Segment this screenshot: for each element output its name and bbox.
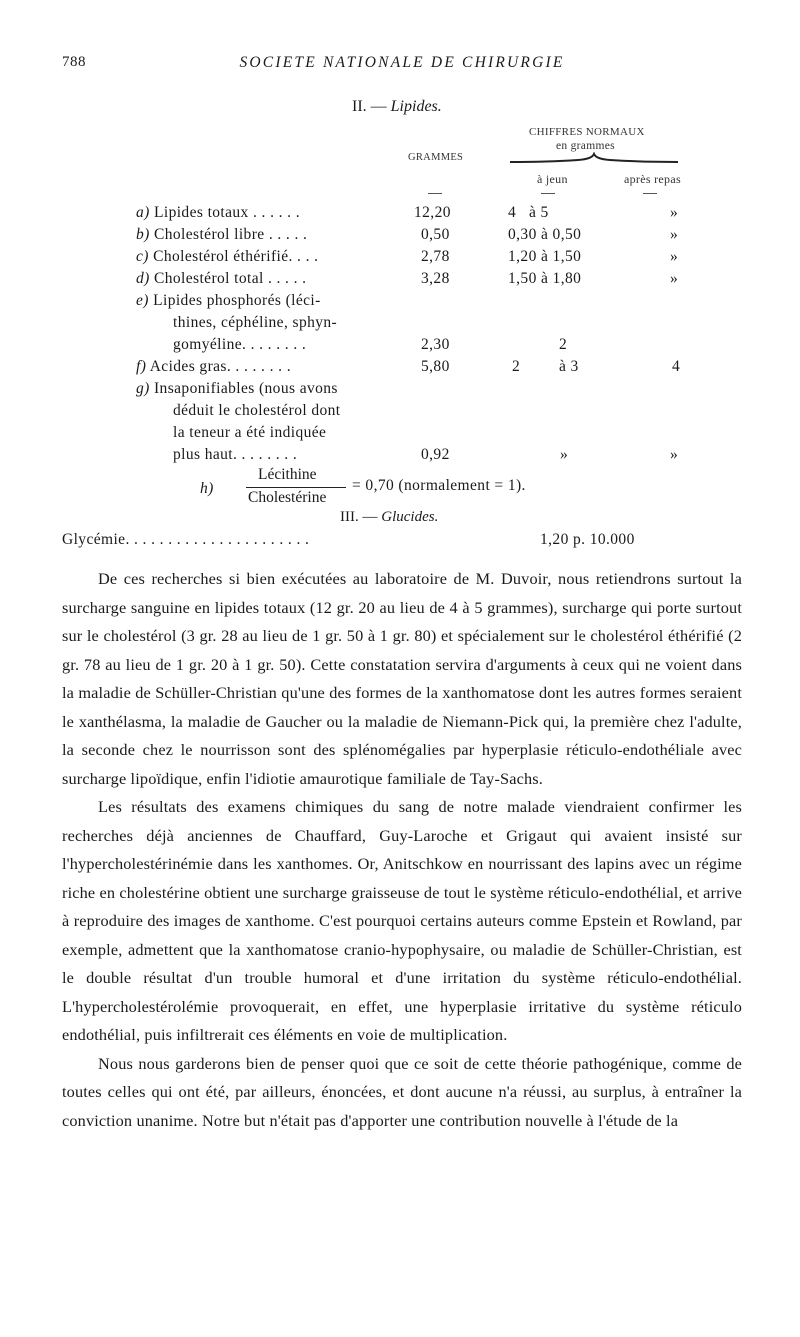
- row-letter: g): [136, 380, 150, 397]
- row-b-repas: »: [670, 226, 679, 243]
- row-label: Cholestérol libre . . . . .: [154, 226, 308, 243]
- paragraph: De ces recherches si bien exécutées au laboratoire de M. Duvoir, nous retiendrons surtout la surcharge sanguine en lipides totaux (12 gr. 20 au lieu de 4 à 5 grammes), surcharge qui porte surtout sur le cholestérol (3 gr. 28 au lieu de 1 gr. 50 à 1 gr. 80) et spécialement sur le cholestérol éthérifié (2 gr. 78 au lieu de 1 gr. 20 à 1 gr. 50). Cette constatation servira d'arguments à ceux qui ne voient dans la maladie de Schüller-Christian qu'une des formes de la xanthomatose dont les autres formes seraient le xanthélasma, la maladie de Gaucher ou la maladie de Niemann-Pick qui, la première chez l'adulte, la seconde chez le nourrisson sont des splénomégalies par hyperplasie réticulo-endothéliale avec surcharge lipoïdique, enfin l'idiotie amaurotique familiale de Tay-Sachs.: [62, 569, 742, 788]
- row-g-repas: »: [670, 446, 679, 463]
- col-header-grammes: GRAMMES: [408, 152, 464, 163]
- col-dash: [428, 193, 442, 194]
- section-glucides-title: [340, 509, 438, 526]
- row-a: [136, 204, 300, 222]
- row-f-jeun-low: 2: [512, 358, 521, 375]
- section-lipides-title: [352, 98, 442, 116]
- row-c-grammes: 2,78: [421, 248, 450, 265]
- row-d-grammes: 3,28: [421, 270, 450, 287]
- row-b: [136, 226, 307, 244]
- col-header-normaux-unit: en grammes: [556, 140, 615, 152]
- row-label: Lipides totaux . . . . . .: [154, 204, 301, 221]
- row-g-grammes: 0,92: [421, 446, 450, 463]
- row-g-line3: la teneur a été indiquée: [173, 424, 327, 441]
- row-g-jeun: »: [560, 446, 569, 463]
- row-letter: d): [136, 270, 150, 287]
- row-label: Lipides phosphorés (léci-: [153, 292, 321, 309]
- row-letter: b): [136, 226, 150, 243]
- journal-title: SOCIETE NATIONALE DE CHIRURGIE: [239, 54, 565, 71]
- body-text: [62, 565, 742, 1135]
- row-e-grammes: 2,30: [421, 336, 450, 353]
- row-f-grammes: 5,80: [421, 358, 450, 375]
- row-letter: c): [136, 248, 149, 265]
- glycemie-label: Glycémie. . . . . . . . . . . . . . . . . . . . . .: [62, 531, 310, 548]
- row-a-repas: »: [670, 204, 679, 221]
- row-d-repas: »: [670, 270, 679, 287]
- row-f: [136, 358, 291, 376]
- col-dash: [643, 193, 657, 194]
- fraction-denominator: Cholestérine: [248, 489, 327, 506]
- row-f-jeun-mid: à 3: [559, 358, 579, 375]
- row-b-grammes: 0,50: [421, 226, 450, 243]
- row-e: [136, 292, 321, 310]
- col-header-normaux: CHIFFRES NORMAUX: [529, 126, 645, 138]
- row-a-grammes: 12,20: [414, 204, 451, 221]
- row-c: [136, 248, 318, 266]
- row-b-jeun: 0,30 à 0,50: [508, 226, 582, 243]
- row-a-jeun: 4 à 5: [508, 204, 549, 221]
- section-glucides-name: Glucides.: [381, 509, 439, 525]
- section-lipides-number: II. —: [352, 98, 387, 115]
- col-dash: [541, 193, 555, 194]
- row-letter: a): [136, 204, 150, 221]
- brace-icon: [508, 152, 680, 166]
- row-letter: e): [136, 292, 149, 309]
- section-glucides-number: III. —: [340, 509, 378, 525]
- row-label: Acides gras. . . . . . . .: [149, 358, 291, 375]
- row-label: Insaponifiables (nous avons: [154, 380, 338, 397]
- fraction-numerator: Lécithine: [258, 466, 317, 483]
- col-header-jeun: à jeun: [537, 172, 568, 186]
- row-f-repas: 4: [672, 358, 681, 375]
- row-label: Cholestérol éthérifié. . . .: [153, 248, 319, 265]
- row-e-line3: gomyéline. . . . . . . .: [173, 336, 307, 353]
- row-label: Cholestérol total . . . . .: [154, 270, 307, 287]
- row-g-line4: plus haut. . . . . . . .: [173, 446, 298, 463]
- paragraph: Les résultats des examens chimiques du sang de notre malade viendraient confirmer les recherches déjà anciennes de Chauffard, Guy-Laroche et Grigaut qui avaient insisté sur l'hypercholestérinémie dans les xanthomes. Or, Anitschkow en nourrissant des lapins avec un régime riche en cholestérine obtient une surcharge graisseuse de tout le système réticulo-endothélial, et arrive à reproduire des images de xanthome. C'est pourquoi certains auteurs comme Epstein et Rowland, par exemple, admettent que la xanthomatose cranio-hypophysaire, ou maladie de Schüller-Christian, est le double résultat d'un trouble humoral et d'une irritation du système réticulo-endothélial. L'hypercholestérolémie provoquerait, en effet, une hyperplasie irritative du système réticulo endothélial, puis infiltrerait ces éléments en voie de multiplication.: [62, 797, 743, 1044]
- row-letter: f): [136, 358, 147, 375]
- row-g-line2: déduit le cholestérol dont: [173, 402, 341, 419]
- row-d: [136, 270, 306, 288]
- row-d-jeun: 1,50 à 1,80: [508, 270, 582, 287]
- paragraph: Nous nous garderons bien de penser quoi que ce soit de cette théorie pathogénique, comme de toutes celles qui ont été, par ailleurs, énoncées, et dont aucune n'a réussi, au surplus, à entraîner la conviction unanime. Notre but n'était pas d'apporter une contribution nouvelle à l'étude de la: [62, 1053, 742, 1130]
- row-e-jeun: 2: [559, 336, 568, 353]
- row-c-repas: »: [670, 248, 679, 265]
- row-h-letter: h): [200, 480, 214, 497]
- row-c-jeun: 1,20 à 1,50: [508, 248, 582, 265]
- page-number: 788: [62, 54, 86, 70]
- row-e-line2: thines, céphéline, sphyn-: [173, 314, 338, 331]
- col-header-repas: après repas: [624, 172, 681, 186]
- row-h-result: = 0,70 (normalement = 1).: [352, 477, 526, 494]
- running-header: [62, 54, 742, 76]
- fraction-bar: [246, 487, 346, 488]
- row-g: [136, 380, 338, 398]
- glycemie-value: 1,20 p. 10.000: [540, 531, 635, 548]
- section-lipides-name: Lipides.: [390, 98, 442, 115]
